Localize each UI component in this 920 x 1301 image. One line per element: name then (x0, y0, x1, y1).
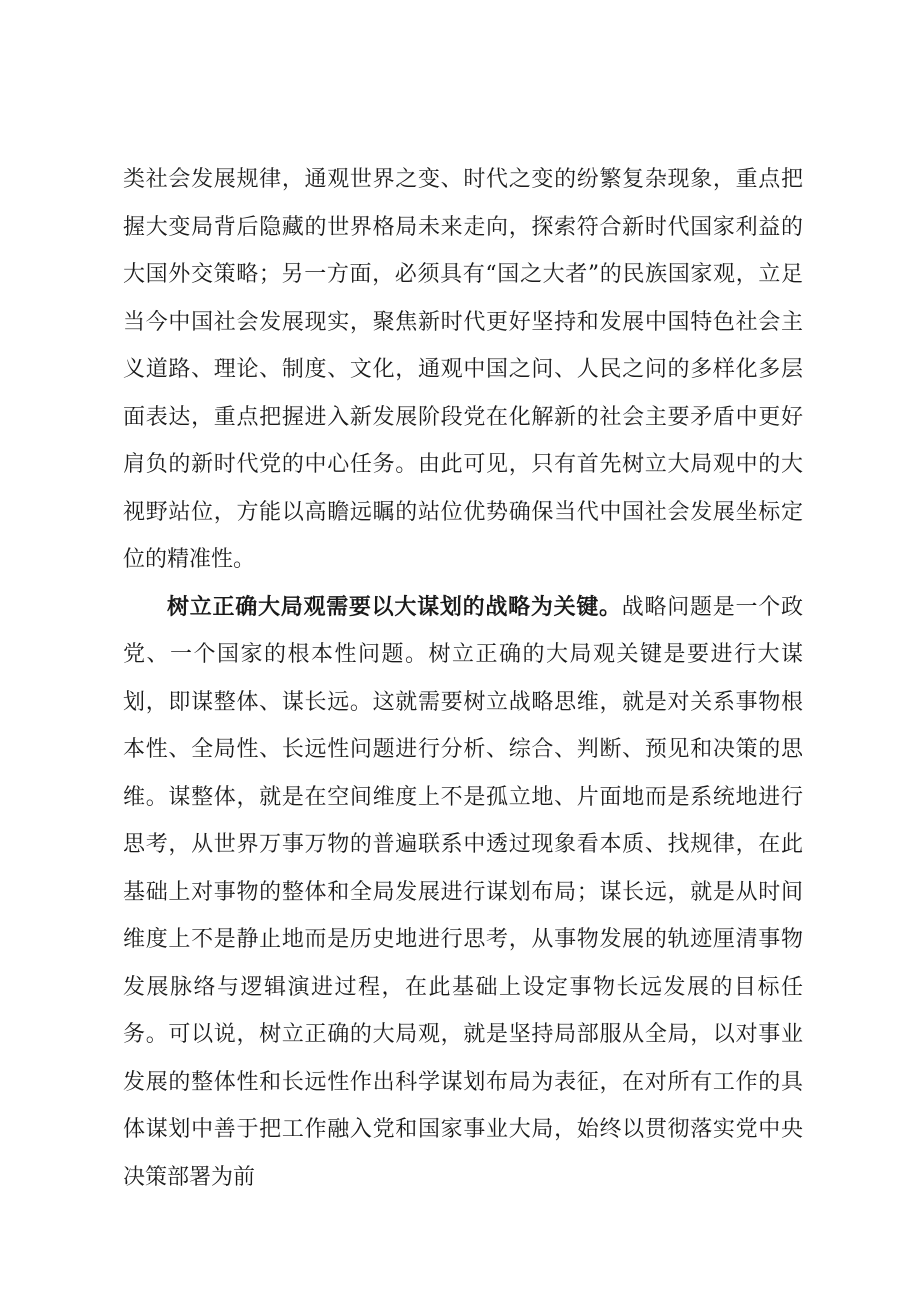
paragraph-strategy (123, 584, 803, 1202)
body-text (123, 156, 803, 1201)
paragraph-lead-sentence: 树立正确大局观需要以大谋划的战略为关键。 (167, 593, 622, 620)
paragraph-body: 战略问题是一个政党、一个国家的根本性问题。树立正确的大局观关键是要进行大谋划，即谋整体、谋长远。这就需要树立战略思维，就是对关系事物根本性、全局性、长远性问题进行分析、综合、判断、预见和决策的思维。谋整体，就是在空间维度上不是孤立地、片面地而是系统地进行思考，从世界万事万物的普遍联系中透过现象看本质、找规律，在此基础上对事物的整体和全局发展进行谋划布局；谋长远，就是从时间维度上不是静止地而是历史地进行思考，从事物发展的轨迹厘清事物发展脉络与逻辑演进过程，在此基础上设定事物长远发展的目标任务。可以说，树立正确的大局观，就是坚持局部服从全局，以对事业发展的整体性和长远性作出科学谋划布局为表征，在对所有工作的具体谋划中善于把工作融入党和国家事业大局，始终以贯彻落实党中央决策部署为前 (123, 594, 803, 1190)
paragraph-continued: 类社会发展规律，通观世界之变、时代之变的纷繁复杂现象，重点把握大变局背后隐藏的世界格局未来走向，探索符合新时代国家利益的大国外交策略；另一方面，必须具有“国之大者”的民族国家观，立足当今中国社会发展现实，聚焦新时代更好坚持和发展中国特色社会主义道路、理论、制度、文化，通观中国之问、人民之问的多样化多层面表达，重点把握进入新发展阶段党在化解新的社会主要矛盾中更好肩负的新时代党的中心任务。由此可见，只有首先树立大局观中的大视野站位，方能以高瞻远瞩的站位优势确保当代中国社会发展坐标定位的精准性。 (123, 167, 803, 572)
